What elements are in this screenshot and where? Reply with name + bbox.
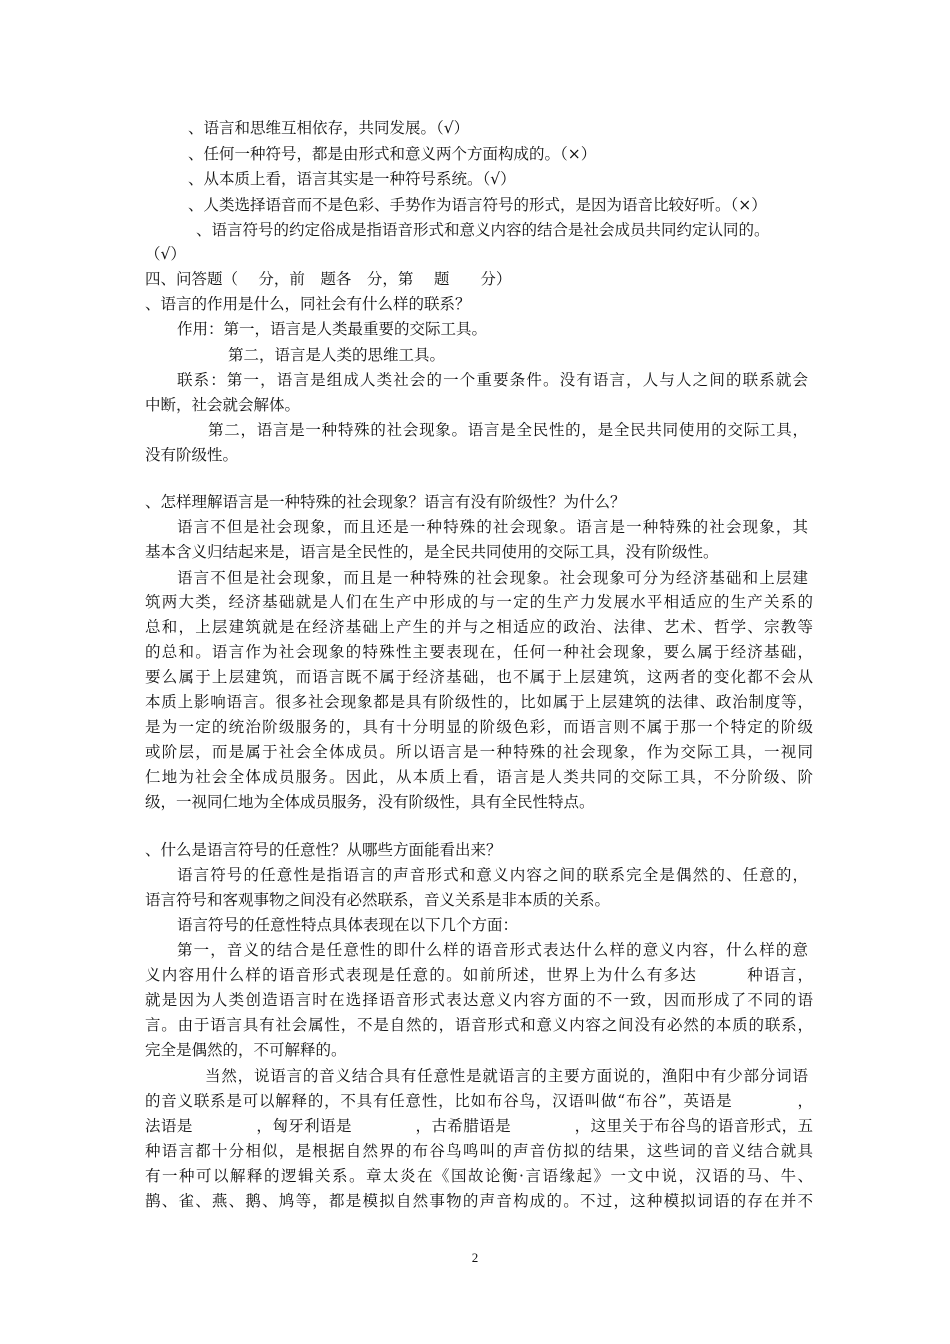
q2-answer-line: 或阶层，而是属于社会全体成员。所以语言是一种特殊的社会现象，作为交际工具，一视同: [145, 743, 813, 761]
question-2: 、怎样理解语言是一种特殊的社会现象？语言有没有阶级性？为什么？: [145, 493, 626, 511]
q3-answer-line: 的音义联系是可以解释的，不具有任意性，比如布谷鸟，汉语叫做“布谷”，英语是 ，: [145, 1092, 813, 1110]
q2-answer-line: 基本含义归结起来是，语言是全民性的，是全民共同使用的交际工具，没有阶级性。: [145, 543, 719, 561]
q3-answer-line: 义内容用什么样的语音形式表现是任意的。如前所述，世界上为什么有多达 种语言，: [145, 966, 813, 984]
q3-answer-line: 法语是 ，匈牙利语是 ，古希腊语是 ，这里关于布谷鸟的语音形式，五: [145, 1117, 813, 1135]
q1-answer-line: 第二，语言是一种特殊的社会现象。语言是全民性的，是全民共同使用的交际工具，: [208, 421, 808, 439]
q3-answer-line: 语言符号的任意性是指语言的声音形式和意义内容之间的联系完全是偶然的、任意的，: [177, 866, 808, 884]
q3-answer-line: 完全是偶然的，不可解释的。: [145, 1041, 347, 1059]
q1-answer-line: 第二，语言是人类的思维工具。: [228, 346, 446, 364]
judgment-item-3: 、从本质上看，语言其实是一种符号系统。（√）: [188, 170, 516, 188]
judgment-item-2: 、任何一种符号，都是由形式和意义两个方面构成的。（×）: [188, 145, 597, 163]
q2-answer-line: 筑两大类，经济基础就是人们在生产中形成的与一定的生产力发展水平相适应的生产关系的: [145, 593, 813, 611]
q3-answer-line: 第一，音义的结合是任意性的即什么样的语音形式表达什么样的意义内容，什么样的意: [177, 941, 808, 959]
q1-answer-line: 作用：第一，语言是人类最重要的交际工具。: [177, 320, 488, 338]
question-1: 、语言的作用是什么，同社会有什么样的联系？: [145, 295, 471, 313]
q3-answer-line: 语言符号的任意性特点具体表现在以下几个方面：: [177, 916, 519, 934]
q1-answer-line: 中断，社会就会解体。: [145, 396, 301, 414]
question-3: 、什么是语言符号的任意性？从哪些方面能看出来？: [145, 841, 502, 859]
q3-answer-line: 就是因为人类创造语言时在选择语音形式表达意义内容方面的不一致，因而形成了不同的语: [145, 991, 813, 1009]
q2-answer-line: 语言不但是社会现象，而且还是一种特殊的社会现象。语言是一种特殊的社会现象，其: [177, 518, 808, 536]
q3-answer-line: 语言符号和客观事物之间没有必然联系，音义关系是非本质的关系。: [145, 891, 611, 909]
q2-answer-line: 仁地为社会全体成员服务。因此，从本质上看，语言是人类共同的交际工具，不分阶级、阶: [145, 768, 813, 786]
q3-answer-line: 鹊、雀、燕、鹅、鸠等，都是模拟自然事物的声音构成的。不过，这种模拟词语的存在并不: [145, 1192, 813, 1210]
section-title: 四、问答题（ 分，前 题各 分，第 题 分）: [145, 270, 512, 288]
page-number: 2: [471, 1250, 479, 1265]
judgment-item-5: 、语言符号的约定俗成是指语音形式和意义内容的结合是社会成员共同约定认同的。: [196, 221, 770, 239]
q2-answer-line: 总和，上层建筑就是在经济基础上产生的并与之相适应的政治、法律、艺术、哲学、宗教等: [145, 618, 813, 636]
q3-answer-line: 当然，说语言的音义结合具有任意性是就语言的主要方面说的，渔阳中有少部分词语: [205, 1067, 808, 1085]
judgment-item-1: 、语言和思维互相依存，共同发展。（√）: [188, 119, 470, 137]
q3-answer-line: 言。由于语言具有社会属性，不是自然的，语音形式和意义内容之间没有必然的本质的联系，: [145, 1016, 813, 1034]
q2-answer-line: 级，一视同仁地为全体成员服务，没有阶级性，具有全民性特点。: [145, 793, 595, 811]
q2-answer-line: 要么属于上层建筑，而语言既不属于经济基础，也不属于上层建筑，这两者的变化都不会从: [145, 668, 813, 686]
q2-answer-line: 的总和。语言作为社会现象的特殊性主要表现在，任何一种社会现象，要么属于经济基础，: [145, 643, 813, 661]
q3-answer-line: 种语言都十分相似，是根据自然界的布谷鸟鸣叫的声音仿拟的结果，这些词的音义结合就具: [145, 1142, 813, 1160]
judgment-item-5-mark: （√）: [145, 245, 186, 263]
q3-answer-line: 有一种可以解释的逻辑关系。章太炎在《国故论衡·言语缘起》一文中说，汉语的马、牛、: [145, 1167, 813, 1185]
judgment-item-4: 、人类选择语音而不是色彩、手势作为语言符号的形式，是因为语音比较好听。（×）: [188, 196, 767, 214]
q2-answer-line: 语言不但是社会现象，而且是一种特殊的社会现象。社会现象可分为经济基础和上层建: [177, 569, 808, 587]
q1-answer-line: 联系：第一，语言是组成人类社会的一个重要条件。没有语言，人与人之间的联系就会: [177, 371, 808, 389]
q2-answer-line: 是为一定的统治阶级服务的，具有十分明显的阶级色彩，而语言则不属于那一个特定的阶级: [145, 718, 813, 736]
q2-answer-line: 本质上影响语言。很多社会现象都是具有阶级性的，比如属于上层建筑的法律、政治制度等，: [145, 693, 813, 711]
q1-answer-line: 没有阶级性。: [145, 446, 239, 464]
